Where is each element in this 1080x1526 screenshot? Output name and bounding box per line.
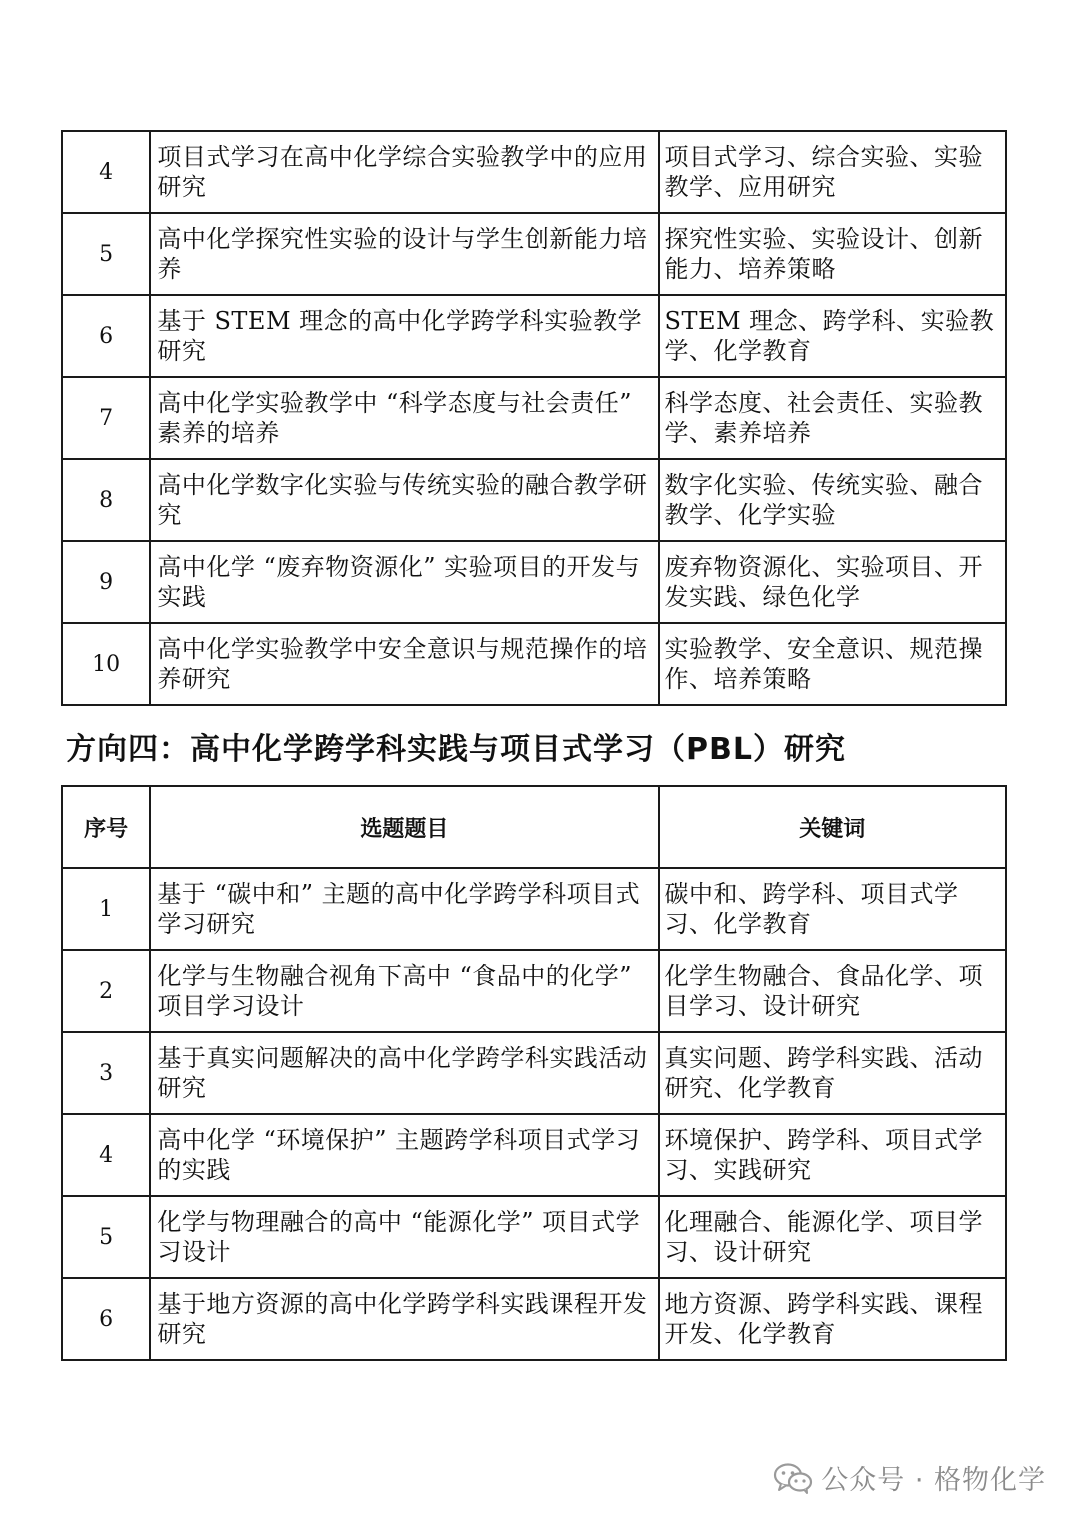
wechat-icon: [773, 1462, 813, 1494]
table-row: [62, 213, 1006, 295]
topic-cell: 高中化学探究性实验的设计与学生创新能力培养: [150, 213, 658, 295]
table-header-row: [62, 786, 1006, 868]
section-heading: 方向四：高中化学跨学科实践与项目式学习（PBL）研究: [66, 732, 846, 767]
header-topic: 选题题目: [150, 786, 658, 868]
topic-cell: 高中化学实验教学中安全意识与规范操作的培养研究: [150, 623, 658, 705]
topic-cell: 高中化学 “废弃物资源化” 实验项目的开发与实践: [150, 541, 658, 623]
table-row: [62, 459, 1006, 541]
row-number: 6: [62, 295, 150, 377]
topic-cell: 项目式学习在高中化学综合实验教学中的应用研究: [150, 131, 658, 213]
keywords-cell: 数字化实验、传统实验、融合教学、化学实验: [659, 459, 1007, 541]
keywords-cell: 废弃物资源化、实验项目、开发实践、绿色化学: [659, 541, 1007, 623]
row-number: 10: [62, 623, 150, 705]
keywords-cell: 真实问题、跨学科实践、活动研究、化学教育: [659, 1032, 1007, 1114]
row-number: 4: [62, 131, 150, 213]
watermark-text: 公众号 · 格物化学: [821, 1465, 1046, 1496]
row-number: 4: [62, 1114, 150, 1196]
keywords-cell: 化学生物融合、食品化学、项目学习、设计研究: [659, 950, 1007, 1032]
table-row: [62, 541, 1006, 623]
row-number: 1: [62, 868, 150, 950]
row-number: 9: [62, 541, 150, 623]
topic-cell: 高中化学实验教学中 “科学态度与社会责任” 素养的培养: [150, 377, 658, 459]
row-number: 3: [62, 1032, 150, 1114]
header-number: 序号: [62, 786, 150, 868]
table-row: [62, 295, 1006, 377]
keywords-cell: 化理融合、能源化学、项目学习、设计研究: [659, 1196, 1007, 1278]
keywords-cell: 探究性实验、实验设计、创新能力、培养策略: [659, 213, 1007, 295]
keywords-cell: 项目式学习、综合实验、实验教学、应用研究: [659, 131, 1007, 213]
table-row: [62, 131, 1006, 213]
row-number: 2: [62, 950, 150, 1032]
topic-cell: 基于地方资源的高中化学跨学科实践课程开发研究: [150, 1278, 658, 1360]
watermark: [773, 1458, 1046, 1497]
row-number: 5: [62, 213, 150, 295]
table-row: [62, 623, 1006, 705]
row-number: 7: [62, 377, 150, 459]
table-row: [62, 950, 1006, 1032]
table-row: [62, 1196, 1006, 1278]
topic-cell: 化学与生物融合视角下高中 “食品中的化学” 项目学习设计: [150, 950, 658, 1032]
keywords-cell: 科学态度、社会责任、实验教学、素养培养: [659, 377, 1007, 459]
table-row: [62, 1032, 1006, 1114]
keywords-cell: 环境保护、跨学科、项目式学习、实践研究: [659, 1114, 1007, 1196]
topic-cell: 高中化学数字化实验与传统实验的融合教学研究: [150, 459, 658, 541]
header-keywords: 关键词: [659, 786, 1007, 868]
topic-cell: 基于 “碳中和” 主题的高中化学跨学科项目式学习研究: [150, 868, 658, 950]
keywords-cell: 碳中和、跨学科、项目式学习、化学教育: [659, 868, 1007, 950]
table-row: [62, 377, 1006, 459]
topics-table-continued: [61, 130, 1007, 706]
keywords-cell: 实验教学、安全意识、规范操作、培养策略: [659, 623, 1007, 705]
keywords-cell: 地方资源、跨学科实践、课程开发、化学教育: [659, 1278, 1007, 1360]
topic-cell: 化学与物理融合的高中 “能源化学” 项目式学习设计: [150, 1196, 658, 1278]
row-number: 5: [62, 1196, 150, 1278]
row-number: 8: [62, 459, 150, 541]
table-row: [62, 868, 1006, 950]
table-row: [62, 1278, 1006, 1360]
keywords-cell: STEM 理念、跨学科、实验教学、化学教育: [659, 295, 1007, 377]
row-number: 6: [62, 1278, 150, 1360]
table-row: [62, 1114, 1006, 1196]
topic-cell: 高中化学 “环境保护” 主题跨学科项目式学习的实践: [150, 1114, 658, 1196]
topic-cell: 基于 STEM 理念的高中化学跨学科实验教学研究: [150, 295, 658, 377]
topic-cell: 基于真实问题解决的高中化学跨学科实践活动研究: [150, 1032, 658, 1114]
topics-table-section-four: [61, 785, 1007, 1361]
